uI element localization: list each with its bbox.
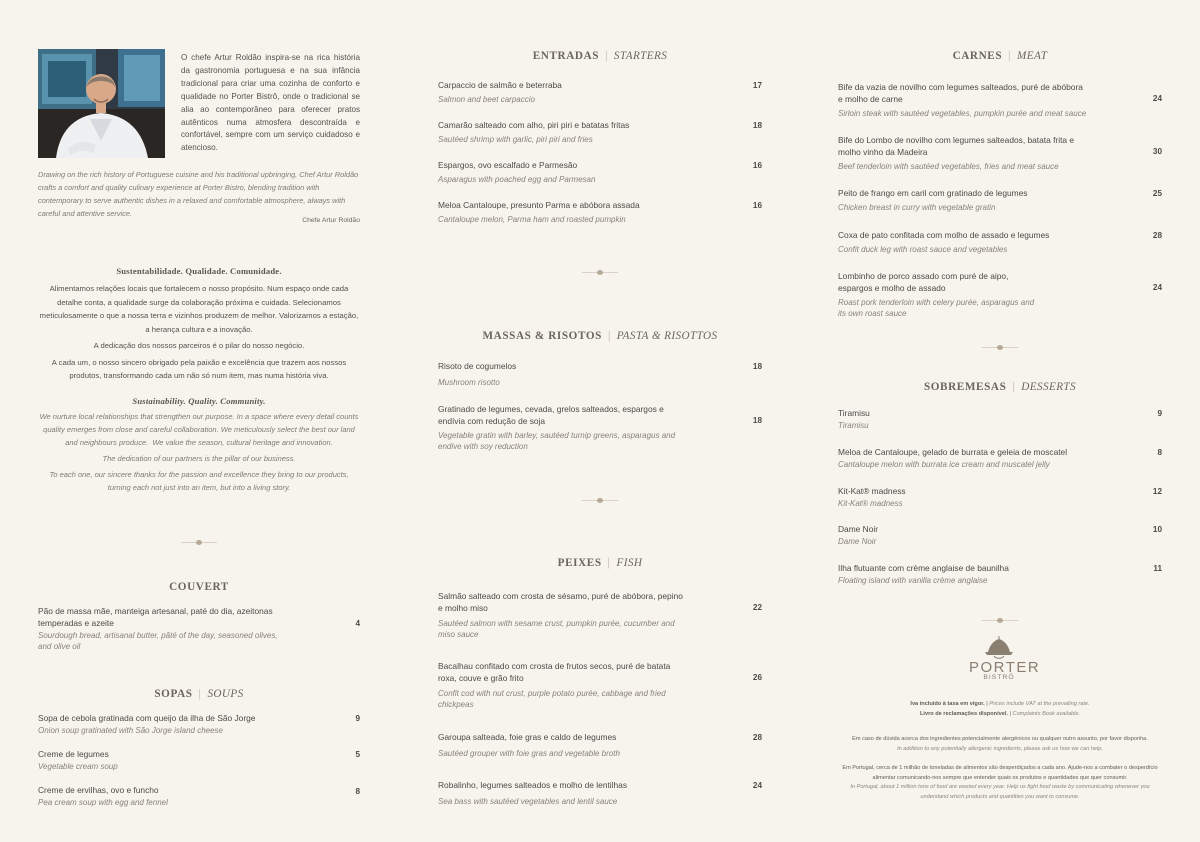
soups-title: SOPAS | SOUPS [154,688,244,700]
item-name: Pão de massa mãe, manteiga artesanal, paté do dia, azeitonas temperadas e azeite [38,606,273,628]
item-name: Garoupa salteada, foie gras e caldo de legumes [438,732,617,742]
item-price: 8 [1157,448,1162,457]
item-price: 22 [752,603,762,612]
item-translation: Sourdough bread, artisanal butter, pâté of the day, seasoned olives, and olive oil [38,630,278,651]
item-translation: Chicken breast in curry with vegetable gratin [838,202,996,212]
item-name: Carpaccio de salmão e beterraba [438,80,562,90]
item-price: 25 [1152,189,1162,198]
item-translation: Sirloin steak with sautéed vegetables, pumpkin purée and meat sauce [838,108,1087,118]
pasta-title: MASSAS & RISOTOS | PASTA & RISOTTOS [482,330,718,342]
desserts-title: SOBREMESAS | DESSERTS [923,381,1077,393]
sustainability-en [38,396,439,494]
menu-item [438,661,762,710]
item-name: Bife da vazia de novilho com legumes salteados, puré de abóbora e molho de carne [838,82,1083,104]
left-column [38,0,439,842]
fish-title: PEIXES | FISH [557,557,643,569]
item-name: Gratinado de legumes, cevada, grelos salteados, espargos e endívia com redução de soja [438,404,664,426]
footer-food-waste [838,764,1162,802]
item-translation: Floating island with vanilla crème anglaise [838,575,988,585]
item-name: Robalinho, legumes salteados e molho de lentilhas [438,780,628,790]
footer-allergy [838,735,1162,754]
allergy-note-pt: Em caso de dúvida acerca dos ingredientes potencialmente alergénicos ou qualquer outro assunto, por favor disponha. [852,736,1148,742]
item-price: 28 [1152,231,1162,240]
item-name: Kit-Kat® madness [838,486,906,496]
item-name: Dame Noir [838,524,879,534]
item-price: 9 [355,714,360,723]
item-name: Creme de legumes [38,749,109,759]
item-name: Camarão salteado com alho, piri piri e batatas fritas [438,120,630,130]
menu-item [838,486,1162,509]
item-translation: Pea cream soup with egg and fennel [38,797,168,807]
item-name: Tiramisu [838,408,870,418]
item-price: 4 [355,619,360,628]
item-translation: Confit duck leg with roast sauce and vegetables [838,244,1008,254]
item-name: Risoto de cogumelos [438,361,517,371]
complaints-note-en: Complaints Book available. [1012,710,1081,717]
item-price: 18 [752,416,762,425]
waste-note-en: In Portugal, about 1 million tons of food are wasted every year. Help us fight food waste by communicating whenever you understand which products and quantities you want to consume. [850,784,1150,800]
item-price: 30 [1152,147,1162,156]
menu-item [838,563,1162,586]
item-price: 16 [752,201,762,210]
sustainability-p1-pt: Alimentamos relações locais que fortalecem o nosso propósito. Num espaço onde cada detalhe conta, a qualidade surge da colaboração próxima e cuidada. Selecionamos meticulosamente o que a nossa terra e vizinhos produzem de melhor. Valorizamos a estação, a herança cultura e a inovação. [39,284,359,334]
item-translation: Roast pork tenderloin with celery purée, asparagus and its own roast sauce [838,297,1035,318]
item-price: 18 [752,362,762,371]
couvert-title: COUVERT [169,581,229,593]
item-translation: Salmon and beet carpaccio [438,94,535,104]
menu-item [838,230,1162,255]
chef-signature: Chefe Artur Roldão [302,217,360,224]
right-column [838,0,1162,842]
menu-item [438,200,762,225]
item-translation: Kit-Kat® madness [838,498,903,508]
menu-item [838,524,1162,547]
meat-title: CARNES | MEAT [952,50,1048,62]
item-price: 18 [752,121,762,130]
sustainability-p1-en: We nurture local relationships that strengthen our purpose. In a space where every detail counts quality emerges from close and careful collaboration. We meticulously select the best our land and neighbours produce. We value the season, cultural heritage and innovation. [39,412,439,447]
item-name: Creme de ervilhas, ovo e funcho [38,785,159,795]
item-name: Ilha flutuante com crème anglaise de baunilha [838,563,1009,573]
item-name: Lombinho de porco assado com puré de aipo, espargos e molho de assado [838,271,1009,293]
sustainability-title-pt: Sustentabilidade. Qualidade. Comunidade. [116,266,282,276]
allergy-note-en: In addition to any potentially allergenic ingredients, please ask us how we can help. [897,745,1103,752]
section-divider [181,540,217,546]
footer-legal: Iva incluído à taxa em vigor. | Prices include VAT at the prevailing rate. Livro de reclamações disponível. | Complaints Book available. [910,701,1090,717]
menu-item [438,591,762,640]
chef-bio-en: Drawing on the rich history of Portuguese cuisine and his traditional upbringing, Chef Artur Roldão crafts a comfort and quality culinary experience at Porter Bistro, blending tradition with contemporary to serve authentic dishes in a relaxed and comfortable atmosphere, always with careful and attentive service. [38,170,359,218]
section-divider [982,345,1018,351]
item-translation: Sautéed shrimp with garlic, piri piri and fries [438,134,593,144]
item-name: Bife do Lombo de novilho com legumes salteados, batata frita e molho vinho da Madeira [838,135,1075,157]
item-translation: Sautéed salmon with sesame crust, pumpkin purée, cucumber and miso sauce [438,618,675,639]
item-name: Bacalhau confitado com crosta de frutos secos, puré de batata roxa, couve e grão frito [438,661,671,683]
sustainability-p2-en: The dedication of our partners is the pillar of our business. [102,454,296,463]
menu-item [38,713,360,736]
chef-bio-pt: O chefe Artur Roldão inspira-se na rica história da gastronomia portuguesa e na sua infância tradicional para criar uma cozinha de conforto e qualidade no Porter Bistrô, onde o tradicional se alia ao contemporâneo para oferecer pratos autênticos numa atmosfera descontraída e confortável, sempre com um serviço cuidadoso e atencioso. [181,53,360,153]
menu-item [438,80,762,105]
item-translation: Cantaloupe melon, Parma ham and roasted pumpkin [438,214,626,224]
waste-note-pt: Em Portugal, cerca de 1 milhão de toneladas de alimentos são desperdiçados a cada ano. Ajude-nos a combater o desperdício alimentar comunicando-nos sempre que entender quais os produtos e quantidades que quer consumir. [842,765,1158,781]
item-price: 10 [1152,525,1162,534]
item-price: 9 [1157,409,1162,418]
item-translation: Sautéed grouper with foie gras and vegetable broth [438,748,620,758]
item-price: 24 [752,781,762,790]
section-divider [582,270,618,276]
menu-item [438,732,762,759]
item-price: 17 [752,81,762,90]
sustainability-pt [38,266,360,383]
item-translation: Vegetable gratin with barley, sautéed turnip greens, asparagus and endive with soy reduction [438,430,676,451]
menu-item [38,749,360,772]
item-translation: Confit cod with nut crust, purple potato purée, cabbage and fried chickpeas [438,688,666,709]
menu-item [838,188,1162,213]
item-name: Espargos, ovo escalfado e Parmesão [438,160,578,170]
item-translation: Sea bass with sautéed vegetables and lentil sauce [438,796,618,806]
menu-item [838,271,1162,319]
menu-item [838,135,1162,172]
bistro-lamp-icon [983,635,1015,661]
porter-bistro-logo [969,635,1041,681]
item-name: Peito de frango em caril com gratinado de legumes [838,188,1028,198]
item-translation: Onion soup gratinated with São Jorge island cheese [38,725,224,735]
vat-note-en: Prices include VAT at the prevailing rate. [989,701,1090,707]
brand-subtitle: BISTRÔ [983,674,1015,681]
chef-photo [38,49,165,158]
chef-portrait-image [38,49,165,158]
item-price: 24 [1152,283,1162,292]
menu-item [438,120,762,145]
item-name: Salmão salteado com crosta de sésamo, puré de abóbora, pepino e molho miso [438,591,683,613]
item-translation: Vegetable cream soup [38,761,118,771]
sustainability-p2-pt: A dedicação dos nossos parceiros é o pilar do nosso negócio. [93,341,305,350]
item-price: 5 [355,750,360,759]
vat-note-pt: Iva incluído à taxa em vigor. [910,701,985,707]
item-translation: Tiramisu [838,420,869,430]
item-translation: Asparagus with poached egg and Parmesan [438,174,596,184]
sustainability-p3-en: To each one, our sincere thanks for the passion and excellence they bring to our products, turning each not just into an item, but into a living story. [49,470,349,492]
item-name: Coxa de pato confitada com molho de assado e legumes [838,230,1050,240]
menu-item [438,361,762,388]
item-name: Meloa Cantaloupe, presunto Parma e abóbora assada [438,200,640,210]
item-price: 26 [752,673,762,682]
item-name: Sopa de cebola gratinada com queijo da ilha de São Jorge [38,713,256,723]
item-price: 11 [1153,564,1162,573]
menu-item [438,780,762,807]
menu-item [838,447,1162,470]
menu-item [838,408,1162,431]
item-name: Meloa de Cantaloupe, gelado de burrata e geleia de moscatel [838,447,1068,457]
item-translation: Dame Noir [838,536,877,546]
sustainability-p3-pt: A cada um, o nosso sincero obrigado pela paixão e excelência que trazem aos nossos produtos, transformando cada um não só num item, mas numa história viva. [51,357,347,380]
item-price: 28 [752,733,762,742]
section-divider [582,498,618,504]
complaints-note-pt: Livro de reclamações disponível. [919,710,1008,717]
middle-column [438,0,762,842]
menu-item [838,82,1162,119]
item-price: 16 [752,161,762,170]
menu-item [438,160,762,185]
brand-name: PORTER [969,659,1041,676]
menu-item [38,606,360,652]
section-divider [982,618,1018,624]
item-translation: Beef tenderloin with sautéed vegetables, fries and meat sauce [838,161,1059,171]
item-translation: Cantaloupe melon with burrata ice cream and muscatel jelly [838,459,1050,469]
menu-item [38,785,360,808]
item-price: 24 [1152,94,1162,103]
item-price: 12 [1152,487,1162,496]
menu-item [438,404,762,452]
item-price: 8 [355,787,360,796]
sustainability-title-en: Sustainability. Quality. Community. [132,396,266,406]
item-translation: Mushroom risotto [438,377,500,387]
starters-title: ENTRADAS | STARTERS [532,50,668,62]
